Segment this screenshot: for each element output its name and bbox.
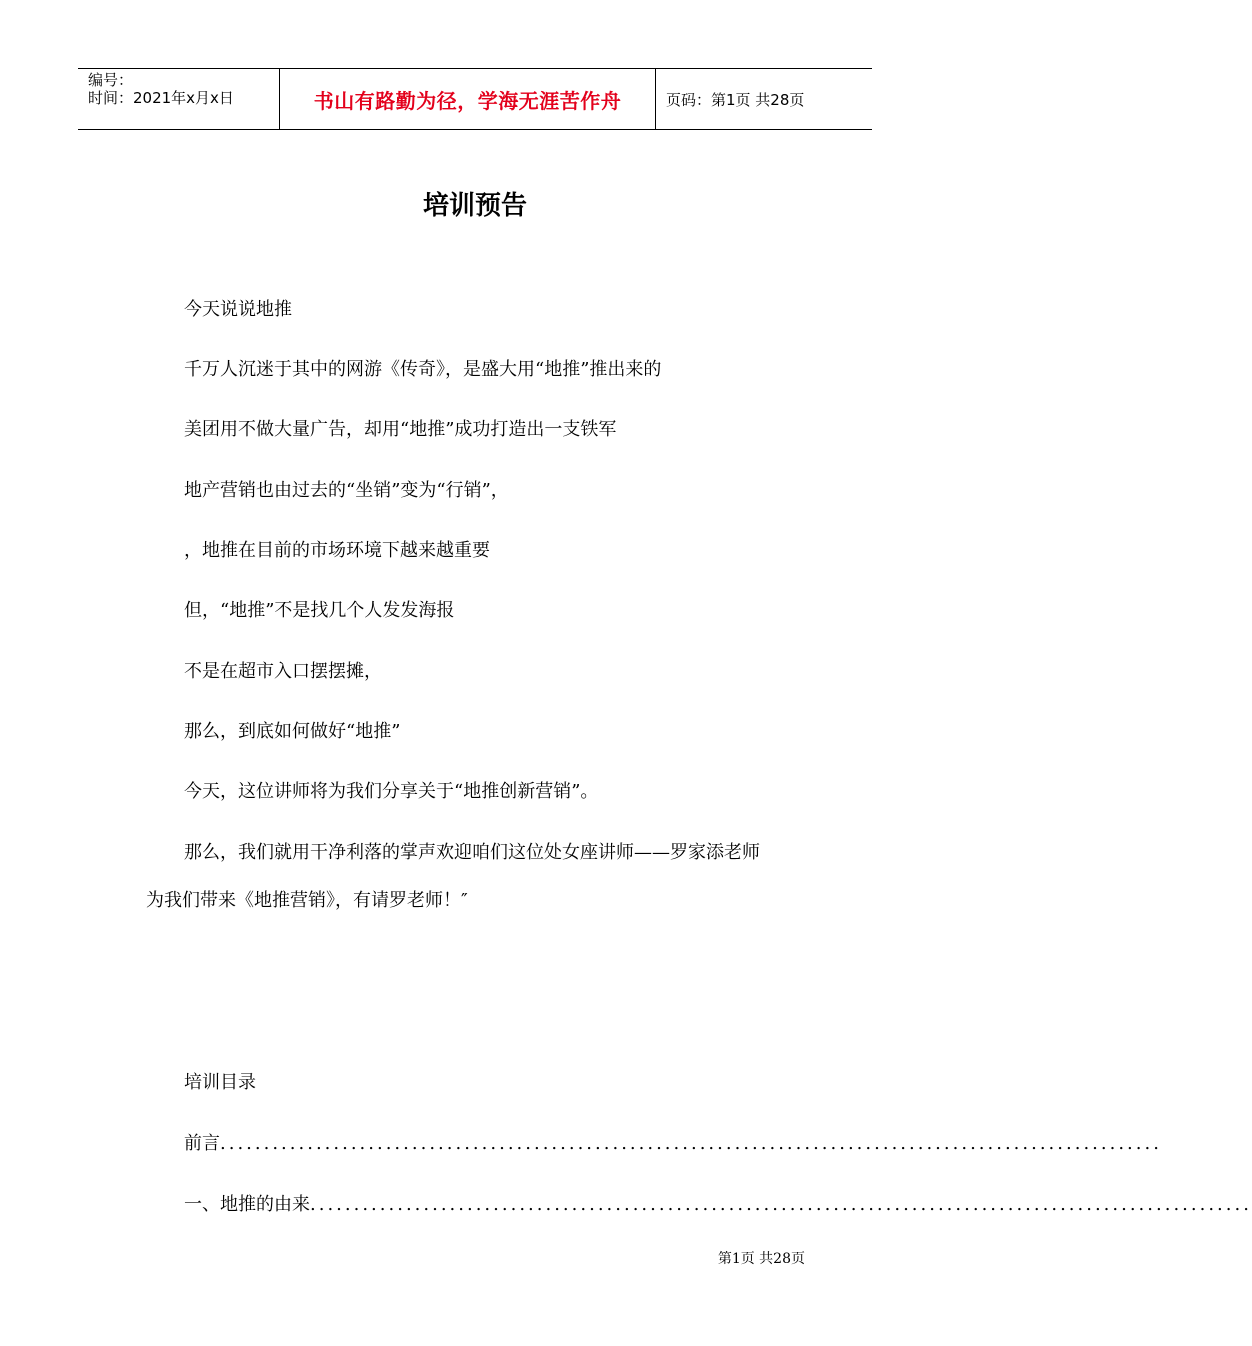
- toc-dot-leader: ............................................................................................................: [220, 1133, 1162, 1154]
- toc-dot-leader: ............................................................................................................: [310, 1194, 1252, 1215]
- paragraph: 今天，这位讲师将为我们分享关于“地推创新营销”。: [184, 781, 599, 802]
- paragraph: 但，“地推”不是找几个人发发海报: [184, 600, 455, 621]
- paragraph: 那么，到底如何做好“地推”: [184, 721, 401, 742]
- serial-number-label: 编号：: [88, 71, 134, 89]
- date-line: 时间：2021年x月x日: [88, 89, 234, 107]
- document-header: [78, 68, 872, 130]
- paragraph: 地产营销也由过去的“坐销”变为“行销”，: [184, 480, 509, 501]
- header-page-info: 页码：第1页 共28页: [666, 90, 805, 109]
- paragraph-continuation: 为我们带来《地推营销》，有请罗老师！″: [146, 890, 468, 911]
- paragraph: 那么，我们就用干净利落的掌声欢迎咱们这位处女座讲师——罗家添老师: [184, 842, 760, 863]
- paragraph: ，地推在目前的市场环境下越来越重要: [184, 540, 490, 561]
- header-motto-cell: [280, 69, 656, 129]
- toc-item-label: 一、地推的由来: [184, 1194, 310, 1215]
- toc-heading: 培训目录: [184, 1072, 256, 1093]
- page-footer: 第1页 共28页: [717, 1251, 805, 1267]
- document-title: 培训预告: [422, 191, 527, 221]
- toc-item[interactable]: [184, 1193, 1252, 1217]
- toc-item-label: 前言: [184, 1133, 220, 1154]
- paragraph: 美团用不做大量广告，却用“地推”成功打造出一支铁军: [184, 419, 617, 440]
- header-meta-cell: [78, 69, 280, 129]
- paragraph: 千万人沉迷于其中的网游《传奇》，是盛大用“地推”推出来的: [184, 359, 662, 380]
- paragraph: 不是在超市入口摆摆摊，: [184, 661, 382, 682]
- header-page-cell: [656, 69, 872, 129]
- toc-item[interactable]: [184, 1132, 1162, 1156]
- motto-text: 书山有路勤为径，学海无涯苦作舟: [313, 88, 622, 113]
- paragraph: 今天说说地推: [184, 299, 292, 320]
